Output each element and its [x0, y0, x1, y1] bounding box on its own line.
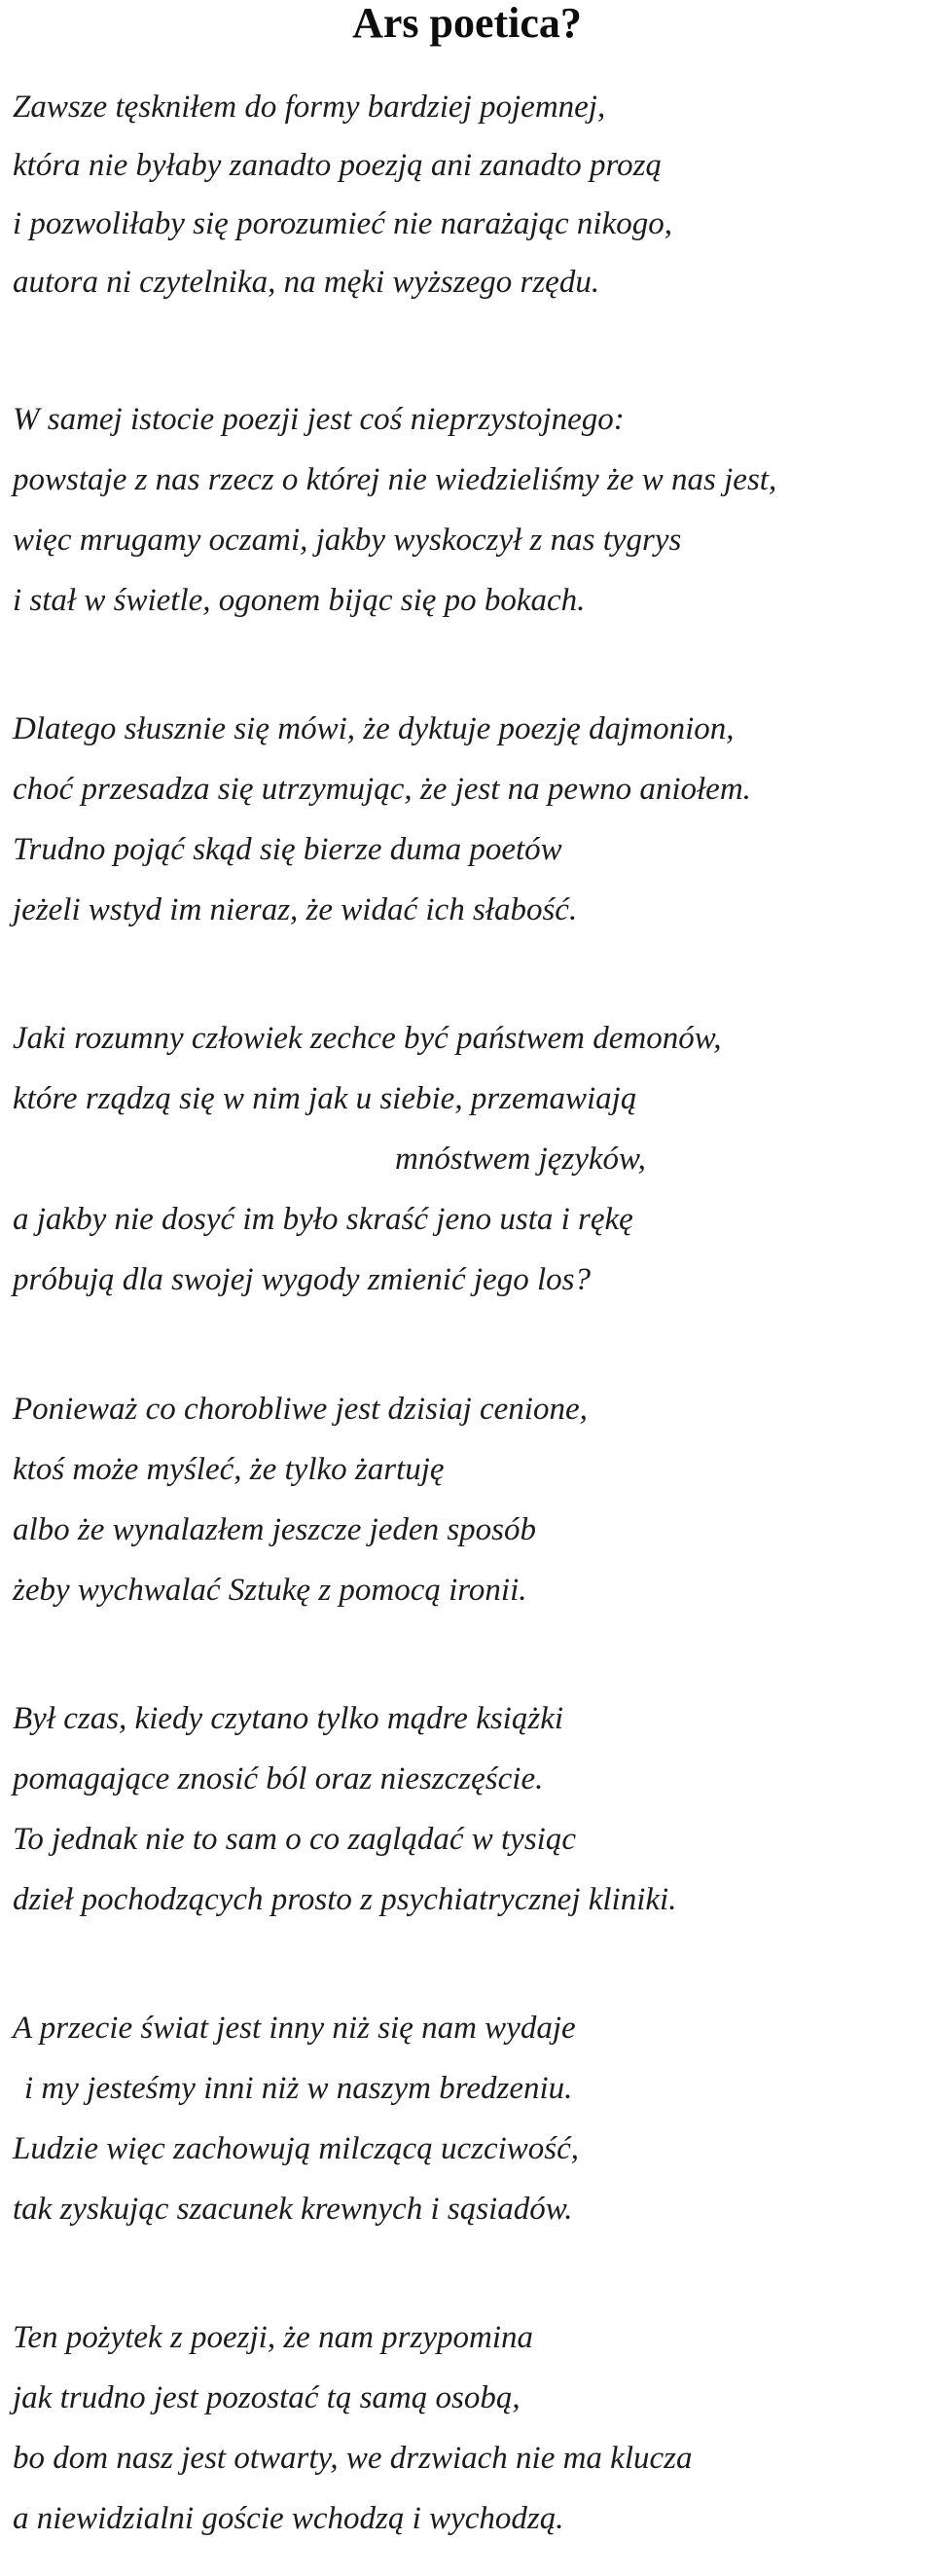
poem-line: jeżeli wstyd im nieraz, że widać ich słabość. — [13, 892, 578, 927]
poem-line: Był czas, kiedy czytano tylko mądre książki — [13, 1701, 564, 1736]
poem-line: więc mrugamy oczami, jakby wyskoczył z nas tygrys — [13, 523, 682, 558]
poem-line: tak zyskując szacunek krewnych i sąsiadów. — [13, 2192, 573, 2227]
stanza-7 — [13, 1998, 927, 2239]
poem-line: Dlatego słusznie się mówi, że dyktuje poezję dajmonion, — [13, 711, 735, 746]
stanza-1 — [13, 78, 927, 311]
poem-line: i stał w świetle, ogonem bijąc się po bokach. — [13, 583, 586, 618]
poem-line: Ten pożytek z poezji, że nam przypomina — [13, 2320, 533, 2355]
poem-line-indented: mnóstwem języków, — [395, 1142, 646, 1177]
poem-line: A przecie świat jest inny niż się nam wydaje — [13, 2011, 576, 2046]
poem-line: albo że wynalazłem jeszcze jeden sposób — [13, 1512, 537, 1547]
poem-title: Ars poetica? — [352, 0, 582, 47]
poem-line: ktoś może myśleć, że tylko żartuję — [13, 1452, 445, 1487]
poem-line: W samej istocie poezji jest coś nieprzystojnego: — [13, 402, 625, 437]
poem-line: i my jesteśmy inni niż w naszym bredzeniu. — [24, 2071, 573, 2106]
poem-line: a jakby nie dosyć im było skraść jeno usta i rękę — [13, 1202, 633, 1237]
poem-line: powstaje z nas rzecz o której nie wiedzieliśmy że w nas jest, — [13, 462, 777, 497]
stanza-5 — [13, 1379, 927, 1620]
poem-line: próbują dla swojej wygody zmienić jego los? — [13, 1262, 591, 1297]
poem-line: i pozwoliłaby się porozumieć nie narażając nikogo, — [13, 206, 672, 241]
poem-line: które rządzą się w nim jak u siebie, przemawiają — [13, 1081, 637, 1116]
poem-line: dzieł pochodzących prosto z psychiatrycznej kliniki. — [13, 1882, 677, 1917]
poem-line: Zawsze tęskniłem do formy bardziej pojemnej, — [13, 90, 606, 125]
stanza-3 — [13, 699, 927, 940]
poem-line: Trudno pojąć skąd się bierze duma poetów — [13, 832, 562, 867]
poem-line: a niewidzialni goście wchodzą i wychodzą. — [13, 2501, 564, 2536]
poem-line: autora ni czytelnika, na męki wyższego rzędu. — [13, 265, 600, 300]
poem-line: Ponieważ co chorobliwe jest dzisiaj cenione, — [13, 1392, 588, 1427]
stanza-6 — [13, 1688, 927, 1930]
stanza-2 — [13, 389, 927, 631]
poem-line: Ludzie więc zachowują milczącą uczciwość, — [13, 2131, 580, 2166]
stanza-8 — [13, 2307, 927, 2549]
stanza-4 — [13, 1008, 927, 1310]
poem-line: która nie byłaby zanadto poezją ani zanadto prozą — [13, 148, 662, 183]
poem-line: choć przesadza się utrzymując, że jest na pewno aniołem. — [13, 772, 751, 807]
poem-line: To jednak nie to sam o co zaglądać w tysiąc — [13, 1822, 576, 1857]
poem-line: żeby wychwalać Sztukę z pomocą ironii. — [13, 1573, 527, 1608]
poem-line: pomagające znosić ból oraz nieszczęście. — [13, 1761, 544, 1796]
poem-line: Jaki rozumny człowiek zechce być państwem demonów, — [13, 1021, 722, 1056]
poem-line: bo dom nasz jest otwarty, we drzwiach nie ma klucza — [13, 2441, 693, 2476]
poem-line: jak trudno jest pozostać tą samą osobą, — [13, 2380, 521, 2415]
